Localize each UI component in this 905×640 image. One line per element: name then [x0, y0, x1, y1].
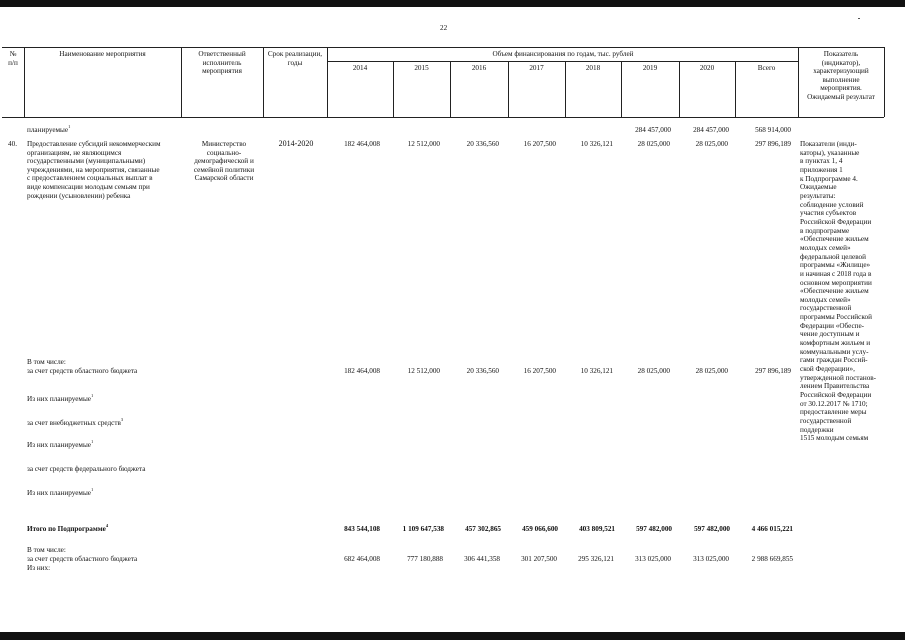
indicator-line: и начиная с 2018 года в — [800, 269, 872, 278]
row40-2014: 182 464,008 — [344, 140, 380, 148]
row40-regional-2020: 28 025,000 — [695, 367, 728, 375]
header-number — [2, 50, 24, 67]
row40-regional-2014: 182 464,008 — [344, 367, 380, 375]
header-responsible-line: исполнитель — [202, 58, 242, 67]
header-year-2014: 2014 — [352, 64, 368, 72]
indicator-line: утвержденной постанов- — [800, 373, 877, 382]
planned-2019: 284 457,000 — [635, 126, 671, 134]
planned-row-text: планируемые — [27, 126, 69, 134]
total-2014: 843 544,108 — [344, 525, 380, 533]
footnote-mark: 4 — [105, 523, 109, 528]
row40-total: 297 896,189 — [755, 140, 791, 148]
indicator-line: лением Правительства — [800, 382, 870, 391]
indicator-line: в подпрограмме — [800, 226, 850, 235]
total-2017: 459 066,600 — [522, 525, 558, 533]
indicator-line: к Подпрограмме 4. — [800, 174, 858, 183]
total-2016: 457 302,865 — [465, 525, 501, 533]
indicator-line: государственной — [800, 417, 852, 425]
header-period-line: Срок реализации, — [267, 50, 323, 58]
row40-2019: 28 025,000 — [637, 140, 670, 148]
row40-planned-2 — [27, 441, 93, 450]
row40-responsible-line: демографической и — [194, 157, 254, 166]
header-year-2015: 2015 — [414, 64, 429, 72]
row40-responsible-line: Самарской области — [194, 174, 254, 183]
page-number: 22 — [440, 24, 448, 32]
total-2018: 403 809,521 — [579, 525, 615, 533]
total-2019: 597 482,000 — [636, 525, 672, 533]
header-responsible-line: мероприятия — [202, 67, 242, 76]
indicator-line: молодых семей» — [800, 243, 851, 252]
total-regional-2014: 682 464,008 — [344, 555, 380, 563]
row40-responsible-line: Министерство — [201, 140, 247, 148]
header-year-2020: 2020 — [699, 64, 715, 72]
years-header-line — [327, 61, 799, 62]
indicator-line: каторы), указанные — [800, 148, 860, 157]
row40-name-line: организациям, не являющимся — [27, 148, 122, 157]
indicator-line: чение доступным и — [800, 330, 860, 339]
indicator-line: Российской Федерации — [800, 391, 872, 400]
row40-responsible-line: семейной политики — [193, 165, 255, 174]
row40-regional-2016: 20 336,560 — [466, 367, 499, 375]
row40-responsible-line: социально- — [206, 148, 242, 157]
indicator-line: коммунальными услу- — [800, 347, 869, 356]
header-period — [263, 50, 327, 67]
row40-responsible — [183, 140, 265, 183]
row40-name-line: учреждениями, на мероприятия, связанные — [27, 165, 160, 174]
total-regional-2019: 313 025,000 — [635, 555, 671, 563]
row40-name-line: рождении (усыновлении) ребенка — [27, 191, 131, 200]
row40-regional-2017: 16 207,500 — [523, 367, 556, 375]
header-total: Всего — [757, 64, 776, 72]
row40-regional-label: за счет средств областного бюджета — [27, 367, 138, 375]
indicator-line: Показатели (инди- — [800, 140, 857, 148]
row40-2020: 28 025,000 — [695, 140, 728, 148]
indicator-line: федеральной целевой — [800, 252, 866, 261]
row40-planned-1 — [27, 395, 93, 404]
header-indicator-line: характеризующий — [813, 67, 869, 76]
header-indicator-line: мероприятия. — [820, 84, 862, 93]
row40-regional-total: 297 896,189 — [755, 367, 791, 375]
total-label — [27, 525, 108, 534]
total-including-label: В том числе: — [27, 546, 66, 554]
indicator-line: ской Федерации», — [800, 365, 855, 374]
top-scan-border — [0, 0, 905, 7]
total-regional-2018: 295 326,121 — [578, 555, 614, 563]
extrabudget-label: за счет внебюджетных средств — [27, 419, 121, 427]
indicator-line: государственной — [800, 304, 852, 313]
header-year-2016: 2016 — [471, 64, 487, 72]
indicator-line: в пунктах 1, 4 — [800, 157, 843, 166]
planned-2020: 284 457,000 — [693, 126, 729, 134]
footnote-mark: 1 — [90, 487, 94, 492]
planned-label: Из них планируемые — [27, 441, 91, 449]
header-financing: Объем финансирования по годам, тыс. рублей — [492, 50, 634, 58]
indicator-line: гами граждан Россий- — [800, 356, 868, 365]
row40-period: 2014-2020 — [278, 139, 314, 148]
header-number-abbr: п/п — [8, 58, 18, 67]
total-regional-2016: 306 441,358 — [464, 555, 500, 563]
row40-regional-2019: 28 025,000 — [637, 367, 670, 375]
row40-federal: за счет средств федерального бюджета — [27, 465, 146, 473]
total-regional-all-years: 2 988 669,855 — [751, 555, 793, 563]
row40-name-line: государственными (муниципальными) — [27, 157, 146, 166]
indicator-line: участия субъектов — [800, 209, 857, 218]
indicator-line: от 30.12.2017 № 1710; — [800, 399, 868, 408]
total-label-text: Итого по Подпрограмме — [27, 525, 106, 533]
header-indicator-line: Показатель — [823, 50, 859, 58]
indicator-line: Федерации «Обеспе- — [800, 321, 865, 330]
header-year-2017: 2017 — [529, 64, 544, 72]
row40-indicator — [800, 140, 876, 443]
row-number: 40. — [8, 140, 17, 148]
row40-2018: 10 326,121 — [580, 140, 613, 148]
planned-label: Из них планируемые — [27, 489, 91, 497]
row40-2015: 12 512,000 — [407, 140, 440, 148]
row40-planned-3 — [27, 489, 93, 498]
header-indicator-line: выполнение — [822, 75, 860, 84]
total-2015: 1 109 647,538 — [402, 525, 444, 533]
indicator-line: комфортным жильем и — [800, 339, 871, 348]
indicator-line: «Обеспечение жильем — [800, 287, 869, 296]
table-top-line — [2, 47, 884, 48]
footnote-mark: 1 — [90, 393, 94, 398]
indicator-line: молодых семей» — [800, 295, 851, 304]
total-regional-2017: 301 207,500 — [521, 555, 557, 563]
indicator-line: Ожидаемые — [800, 183, 837, 192]
row40-name-line: Предоставление субсидий некоммерческим — [27, 140, 161, 148]
row40-name-line: с предоставлением социальных выплат в — [27, 174, 153, 183]
indicator-line: программы «Жилище» — [800, 261, 871, 270]
header-responsible — [181, 50, 263, 76]
footnote-mark: 1 — [90, 439, 94, 444]
indicator-line: 1515 молодым семьям — [800, 434, 869, 443]
row40-name — [27, 140, 161, 200]
indicator-line: основном мероприятии — [800, 278, 872, 287]
header-indicator — [798, 50, 884, 102]
header-period-line: годы — [287, 58, 303, 67]
indicator-line: соблюдение условий — [800, 200, 864, 209]
col-line-right — [884, 47, 885, 117]
total-of-them-label: Из них: — [27, 564, 51, 572]
indicator-line: поддержки — [800, 425, 834, 434]
row40-including-label: В том числе: — [27, 358, 66, 366]
header-bottom-line — [2, 117, 884, 118]
total-regional-label: за счет средств областного бюджета — [27, 555, 138, 563]
header-indicator-line: Ожидаемый результат — [807, 92, 875, 101]
row40-regional-2018: 10 326,121 — [580, 367, 613, 375]
footnote-mark: 1 — [68, 124, 71, 129]
scan-speck — [858, 18, 860, 19]
header-indicator-line: (индикатор), — [821, 58, 861, 67]
bottom-scan-border — [0, 632, 905, 640]
planned-row-label — [27, 126, 70, 135]
header-number-sign: № — [9, 50, 17, 58]
indicator-line: результаты: — [800, 191, 836, 200]
header-responsible-line: Ответственный — [198, 50, 246, 58]
row40-regional-2015: 12 512,000 — [407, 367, 440, 375]
total-all-years: 4 466 015,221 — [751, 525, 793, 533]
header-year-2018: 2018 — [585, 64, 601, 72]
total-2020: 597 482,000 — [694, 525, 730, 533]
planned-label: Из них планируемые — [27, 395, 91, 403]
header-year-2019: 2019 — [642, 64, 658, 72]
total-regional-2015: 777 180,888 — [407, 555, 443, 563]
planned-total: 568 914,000 — [755, 126, 791, 134]
indicator-line: Российской Федерации — [800, 217, 872, 226]
indicator-line: предоставление меры — [800, 408, 867, 417]
row40-2017: 16 207,500 — [523, 140, 556, 148]
row40-2016: 20 336,560 — [466, 140, 499, 148]
total-regional-2020: 313 025,000 — [693, 555, 729, 563]
indicator-line: приложения 1 — [800, 165, 843, 174]
row40-name-line: виде компенсации молодым семьям при — [27, 182, 150, 191]
header-name: Наименование мероприятия — [59, 50, 146, 58]
indicator-line: «Обеспечение жильем — [800, 235, 869, 244]
indicator-line: программы Российской — [800, 313, 872, 322]
footnote-mark: 3 — [120, 417, 124, 422]
row40-extrabudget — [27, 419, 123, 428]
